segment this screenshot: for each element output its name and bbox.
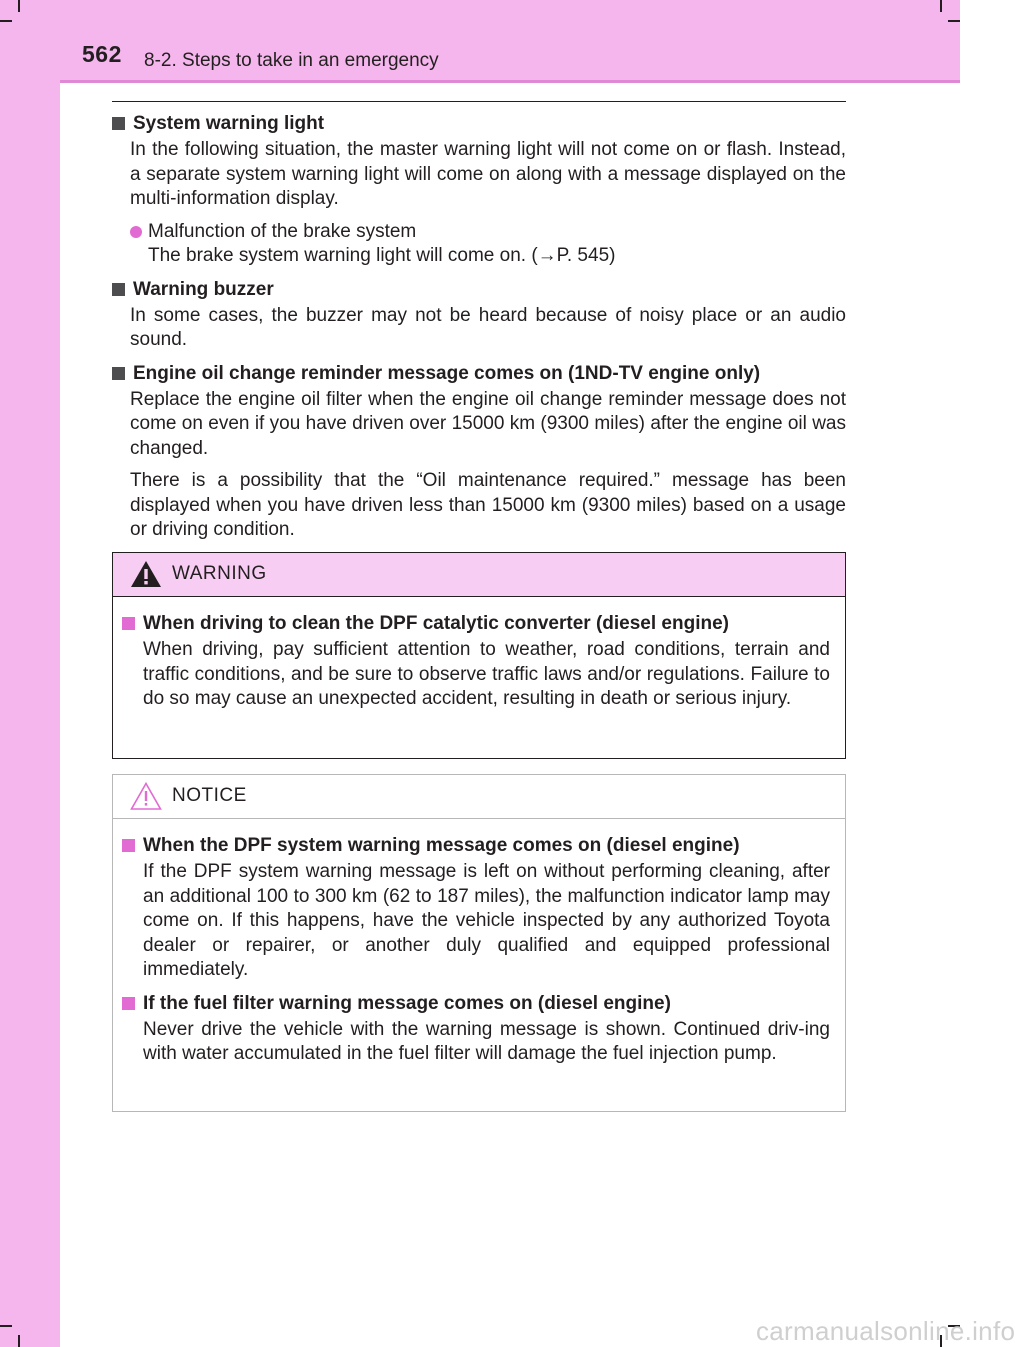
bullet-line: The brake system warning light will come on. (→P. 545) bbox=[148, 245, 616, 266]
side-thumb-tab bbox=[0, 0, 60, 1347]
square-bullet-icon bbox=[112, 117, 125, 130]
warning-box-header bbox=[113, 553, 845, 597]
crop-mark bbox=[0, 1325, 12, 1327]
warning-box bbox=[112, 552, 846, 759]
notice-label: NOTICE bbox=[172, 785, 247, 806]
notice-box-body bbox=[113, 819, 845, 1067]
list-item bbox=[130, 220, 846, 269]
entry-heading bbox=[112, 361, 846, 386]
square-bullet-icon bbox=[122, 839, 135, 852]
entry-paragraph: When driving, pay sufficient attention to weather, road conditions, terrain and traffic conditions, and be sure to observe traffic laws and/or regulations. Failure to do so may cause an unexpected accident, resulting in death or serious injury. bbox=[143, 639, 830, 709]
warning-box-body bbox=[113, 597, 845, 712]
entry-system-warning-light bbox=[112, 111, 846, 269]
top-divider bbox=[112, 101, 846, 102]
entry-title: When driving to clean the DPF catalytic converter (diesel engine) bbox=[143, 613, 729, 634]
crop-mark bbox=[940, 0, 942, 12]
watermark: carmanualsonline.info bbox=[756, 1316, 1015, 1346]
entry-title: If the fuel filter warning message comes on (diesel engine) bbox=[143, 992, 671, 1014]
entry-oil-change-reminder bbox=[112, 361, 846, 543]
entry-title: System warning light bbox=[133, 113, 325, 134]
section-title: 8-2. Steps to take in an emergency bbox=[144, 50, 439, 71]
entry-heading bbox=[112, 277, 846, 302]
square-bullet-icon bbox=[122, 617, 135, 630]
main-content bbox=[112, 111, 846, 551]
entry-warning-buzzer bbox=[112, 277, 846, 353]
entry-paragraph: In some cases, the buzzer may not be heard because of noisy place or an audio sound. bbox=[130, 304, 846, 350]
entry-heading bbox=[112, 111, 846, 136]
header-rule bbox=[60, 80, 960, 83]
entry-paragraph: In the following situation, the master warning light will not come on or flash. Instead, a separate system warning light will come on along with a message displayed on the multi-information display. bbox=[130, 139, 846, 209]
entry-title: When the DPF system warning message comes on (diesel engine) bbox=[143, 835, 740, 856]
crop-mark bbox=[948, 20, 960, 22]
round-bullet-icon bbox=[130, 226, 142, 238]
entry-paragraph: Never drive the vehicle with the warning message is shown. Continued driv-ing with water accumulated in the fuel filter will damage the fuel injection pump. bbox=[143, 1018, 830, 1064]
notice-box-header bbox=[113, 775, 845, 819]
entry-title: Engine oil change reminder message comes on (1ND-TV engine only) bbox=[133, 362, 761, 384]
page-number: 562 bbox=[82, 41, 122, 67]
crop-mark bbox=[0, 20, 12, 22]
warning-label: WARNING bbox=[172, 563, 267, 584]
entry-paragraph: There is a possibility that the “Oil maintenance required.” message has been displayed when you have driven less than 15000 km (9300 miles) based on a usage or driving condition. bbox=[130, 470, 846, 540]
warning-triangle-icon bbox=[130, 559, 162, 589]
crop-mark bbox=[18, 0, 20, 12]
bullet-line: Malfunction of the brake system bbox=[148, 220, 417, 242]
square-bullet-icon bbox=[112, 367, 125, 380]
square-bullet-icon bbox=[112, 283, 125, 296]
entry-heading bbox=[122, 833, 830, 858]
entry-paragraph: Replace the engine oil filter when the engine oil change reminder message does not come on even if you have driven over 15000 km (9300 miles) after the engine oil was changed. bbox=[130, 388, 846, 459]
entry-title: Warning buzzer bbox=[133, 278, 274, 300]
entry-paragraph: If the DPF system warning message is left on without performing cleaning, after an additional 100 to 300 km (62 to 187 miles), the malfunction indicator lamp may come on. If this happens, have the vehicle inspected by any authorized Toyota dealer or repairer, or another duly qualified and equipped professional immediately. bbox=[143, 861, 830, 980]
caution-triangle-icon bbox=[130, 781, 162, 811]
crop-mark bbox=[18, 1335, 20, 1347]
square-bullet-icon bbox=[122, 997, 135, 1010]
entry-heading bbox=[122, 991, 830, 1016]
entry-heading bbox=[122, 611, 830, 636]
notice-box bbox=[112, 774, 846, 1112]
